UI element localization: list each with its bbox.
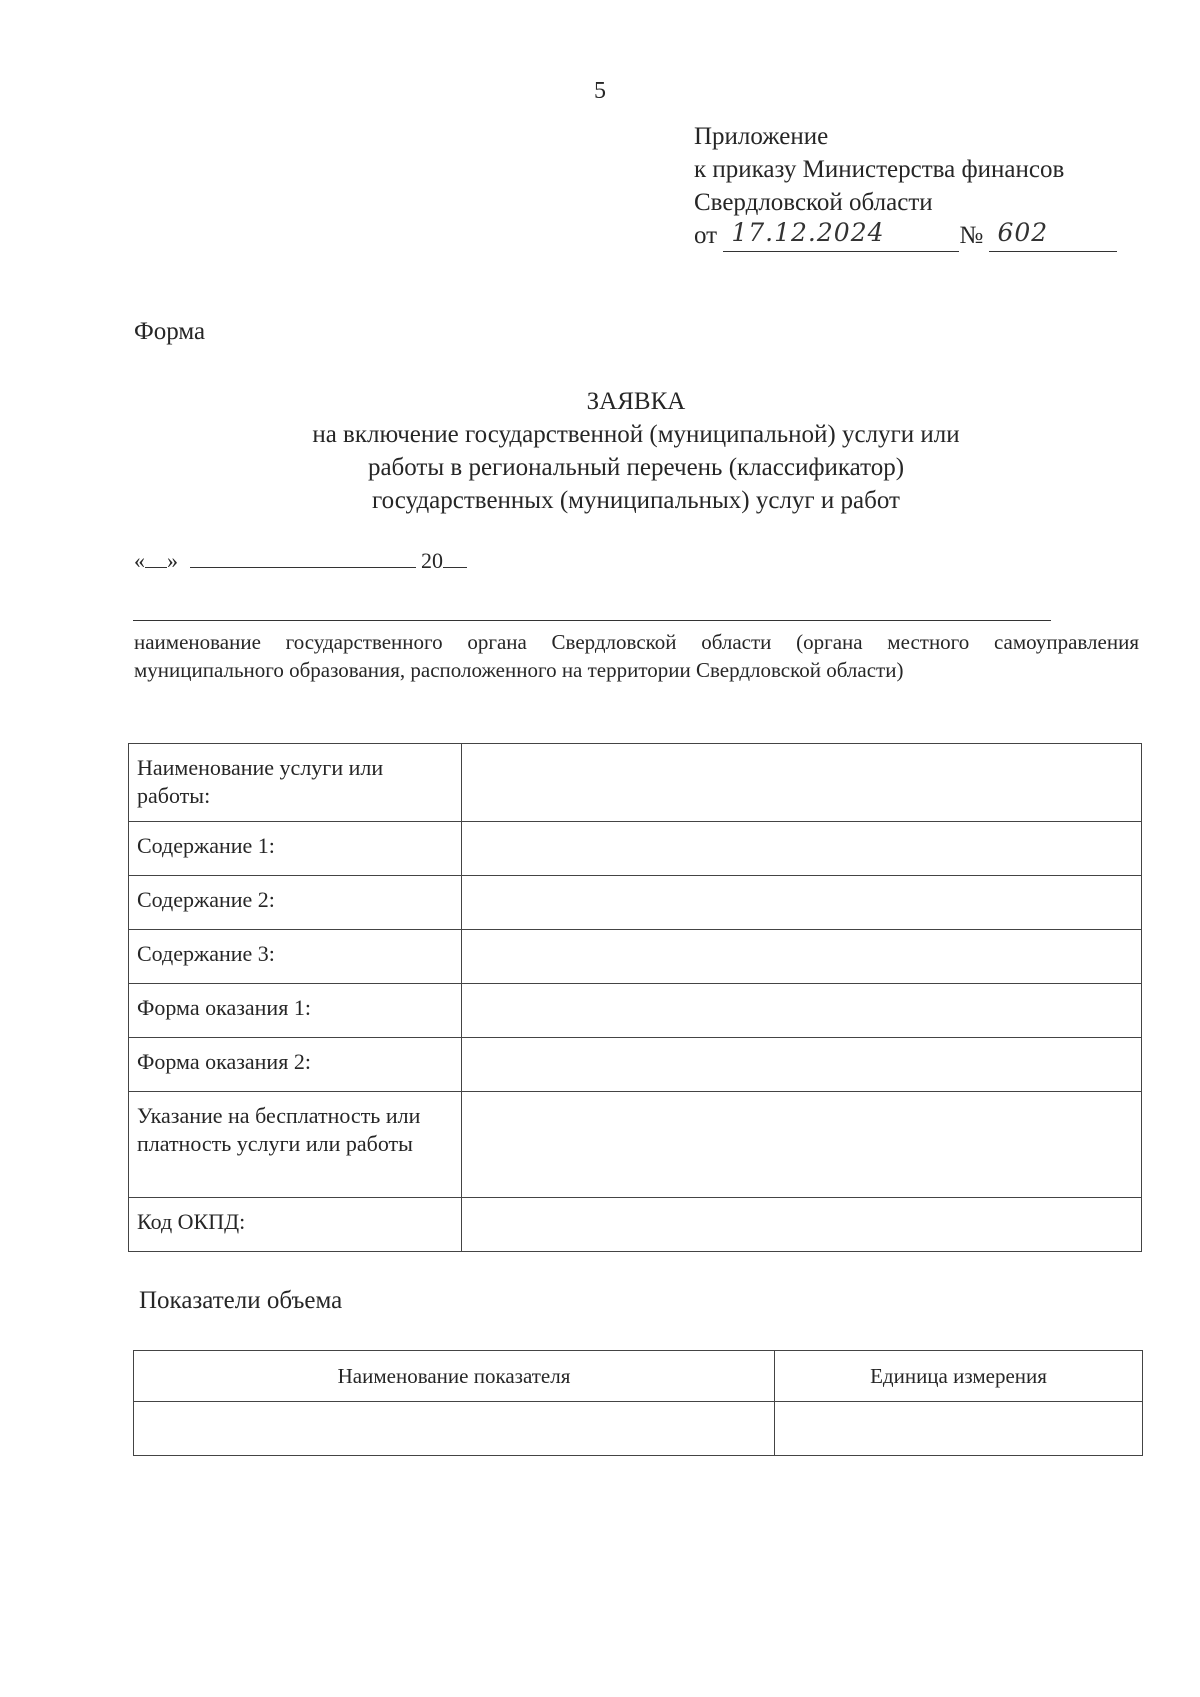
date-close-quote: » xyxy=(167,548,178,573)
column-header-indicator-name: Наименование показателя xyxy=(134,1351,775,1402)
row-label: Содержание 3: xyxy=(129,930,462,984)
date-prefix: от xyxy=(694,222,718,249)
title-line-2: работы в региональный перечень (классификатор) xyxy=(367,454,905,481)
row-label: Форма оказания 2: xyxy=(129,1038,462,1092)
organization-name-line[interactable] xyxy=(133,620,1051,621)
table-row xyxy=(129,930,1142,984)
order-date-field xyxy=(723,218,959,252)
form-label: Форма xyxy=(134,318,206,345)
volume-indicators-table xyxy=(133,1350,1143,1456)
unit-cell[interactable] xyxy=(775,1402,1143,1456)
volume-table-body xyxy=(134,1402,1143,1456)
table-row xyxy=(134,1402,1143,1456)
row-label: Содержание 1: xyxy=(129,822,462,876)
order-number-handwritten: 602 xyxy=(997,218,1049,247)
month-blank[interactable] xyxy=(190,547,416,568)
day-blank[interactable] xyxy=(145,547,167,568)
table-row xyxy=(129,1198,1142,1252)
row-label: Форма оказания 1: xyxy=(129,984,462,1038)
application-date-line xyxy=(134,547,467,574)
appendix-line-2: к приказу Министерства финансов xyxy=(694,156,1065,183)
appendix-line-1: Приложение xyxy=(694,123,829,150)
table-row xyxy=(129,1092,1142,1198)
order-number-field xyxy=(989,218,1117,252)
page-number: 5 xyxy=(594,78,606,104)
row-value-field[interactable] xyxy=(462,984,1142,1038)
table-row xyxy=(129,1038,1142,1092)
row-label: Указание на бесплатность или платность услуги или работы xyxy=(129,1092,462,1198)
year-blank[interactable] xyxy=(443,547,467,568)
appendix-block xyxy=(694,120,1117,252)
service-info-table-body xyxy=(129,744,1142,1252)
date-open-quote: « xyxy=(134,548,145,573)
row-value-field[interactable] xyxy=(462,876,1142,930)
number-prefix: № xyxy=(959,222,984,249)
organization-caption: наименование государственного органа Свердловской области (органа местного самоуправления муниципального образования, расположенного на территории Свердловской области) xyxy=(134,630,1139,682)
title-heading: ЗАЯВКА xyxy=(586,388,686,415)
indicator-name-cell[interactable] xyxy=(134,1402,775,1456)
row-value-field[interactable] xyxy=(462,822,1142,876)
document-title xyxy=(0,385,1200,517)
row-value-field[interactable] xyxy=(462,1038,1142,1092)
row-value-field[interactable] xyxy=(462,1092,1142,1198)
year-prefix: 20 xyxy=(421,548,443,573)
order-date-handwritten: 17.12.2024 xyxy=(731,218,885,247)
row-label: Код ОКПД: xyxy=(129,1198,462,1252)
title-line-3: государственных (муниципальных) услуг и работ xyxy=(372,487,900,514)
volume-section-title: Показатели объема xyxy=(139,1287,343,1314)
appendix-line-3: Свердловской области xyxy=(694,189,933,216)
appendix-date-number-line xyxy=(694,219,1117,252)
title-line-1: на включение государственной (муниципальной) услуги или xyxy=(312,421,960,448)
table-row xyxy=(129,822,1142,876)
service-info-table xyxy=(128,743,1142,1252)
table-row xyxy=(129,984,1142,1038)
row-value-field[interactable] xyxy=(462,930,1142,984)
row-label: Наименование услуги или работы: xyxy=(129,744,462,822)
row-value-field[interactable] xyxy=(462,1198,1142,1252)
volume-header-row xyxy=(134,1351,1143,1402)
row-value-field[interactable] xyxy=(462,744,1142,822)
column-header-unit: Единица измерения xyxy=(775,1351,1143,1402)
table-row xyxy=(129,744,1142,822)
row-label: Содержание 2: xyxy=(129,876,462,930)
table-row xyxy=(129,876,1142,930)
